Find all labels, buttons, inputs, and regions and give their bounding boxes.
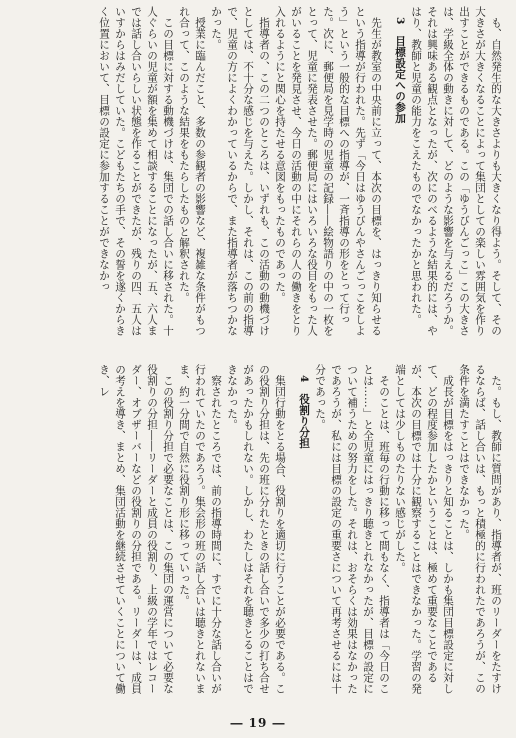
lower-text-block	[14, 364, 504, 696]
paragraph: た。もし、教師に質問があり、指導者が、班のリーダーをたすけるならば、話し合いは、もっと積極的に行われたであろうが、この条件を満たすことはできなかった。	[458, 364, 502, 694]
section-heading-3	[392, 6, 408, 342]
paragraph: 先生が教室の中央前に立って、本次の目標を、はっきり知らせるという指導が行われた。先ず「今日はゆうびんやさんごっこをしよう」という一般的な目標への指導が、一斉指導の形をとって行った。次に、郵便局を見学時の児童の記録――絵物語りの中の一枚をとって、児童に発表させた。郵便局にはいろいろな役目をもった人がいることを発見させ、今日の活動の中にそれらの人の働きをとり入れるようにと関心を持たせる意図をもったものであった。	[274, 6, 382, 336]
paragraph: この役割り分担で必要なことは、この集団の運営について必要な役割りの分担――リーダーと成員の役割り、上級の学年ではレコーダー、オブザーバーなどの役割りの分担である。リーダーは、成員の考えを導き、まとめ、集団活動を継続させていくことについて働き、レ	[98, 364, 174, 694]
paragraph: 集団行動をとる場合、役割りを適切に行うことが必要である。この役割り分担は、先の班に分れたときの話し合いで多少の打ち合せがあったかもしれない。しかし、わたしはそれを聴きとることはできなかった。	[226, 364, 286, 694]
paragraph: 成長が目標をはっきりと知ることは、しかも集団目標設定に対して、どの程度参加したかということは、極めて重要なことであるが、本次の目標では十分に観察することはできなかった。学習の発端としては少しものたりない感じがした。	[394, 364, 454, 694]
section-heading-4	[296, 364, 312, 696]
paragraph: 察されたところでは、前の指導時間に、すでに十分な話し合いが行われていたのであろう。集会形の班の話し合いは聴きとれないまま、約一分間で自然に役割り形に移っていった。	[178, 364, 222, 694]
section-title: 目標設定への参加	[394, 35, 406, 124]
paragraph: 指導者の、この二つのところは、いずれも、この活動の動機づけとしては、不十分な感じを与えた。しかし、それは、この前の指導で、児童の方によくわかっているからで、また指導者が落ちつかなかった。	[210, 6, 270, 336]
page-number: ― 19 ―	[230, 716, 286, 730]
paragraph: そのことは、班毎の行動に移って間もなく、指導者は「今日のことは……」と全児童にはっきり聴きとれなかったが、目標の設定について補うための努力をした。それは、おそらくは効果はなかったであろうが、私には目標の設定の重要さについて再考させるには十分であった。	[314, 364, 390, 694]
paragraph: この目標に対する動機づけは、集団での話し合いに移された。十人ぐらいの児童が額を集めて相談することになったが、五、六人までは話し合いらしい状態を作ることができたが、残りの四、五人はいすからはみだしていた。こどもたちの手で、その誓を遂くからきく位置において、目標の設定に参加することができなかっ	[98, 6, 174, 336]
section-number: 3	[394, 16, 406, 25]
paragraph: も、自然発生的な大きさよりも大きくなり得よう。そして、その大きさが大きくなることによって集団としての楽しい雰囲気を作り出すことができるものである。この「ゆうびんごっこ」この大きさは、学級全体の動きに対して、どのような影響を与えるだろうか。それは興味ある観点となったが、次にのべるような結果的には、やはり、教師と児童の能力をこえたものでなかったかと思われた。	[410, 6, 502, 336]
paragraph: 授業に臨んだこと、多数の参観者の影響など、複雑な条件がもつれ合って、このような結果をもたらしたものと解釈された。	[178, 6, 206, 336]
section-number: 4	[298, 374, 310, 383]
upper-text-block	[14, 6, 504, 342]
section-title: 役割り分担	[298, 393, 310, 449]
